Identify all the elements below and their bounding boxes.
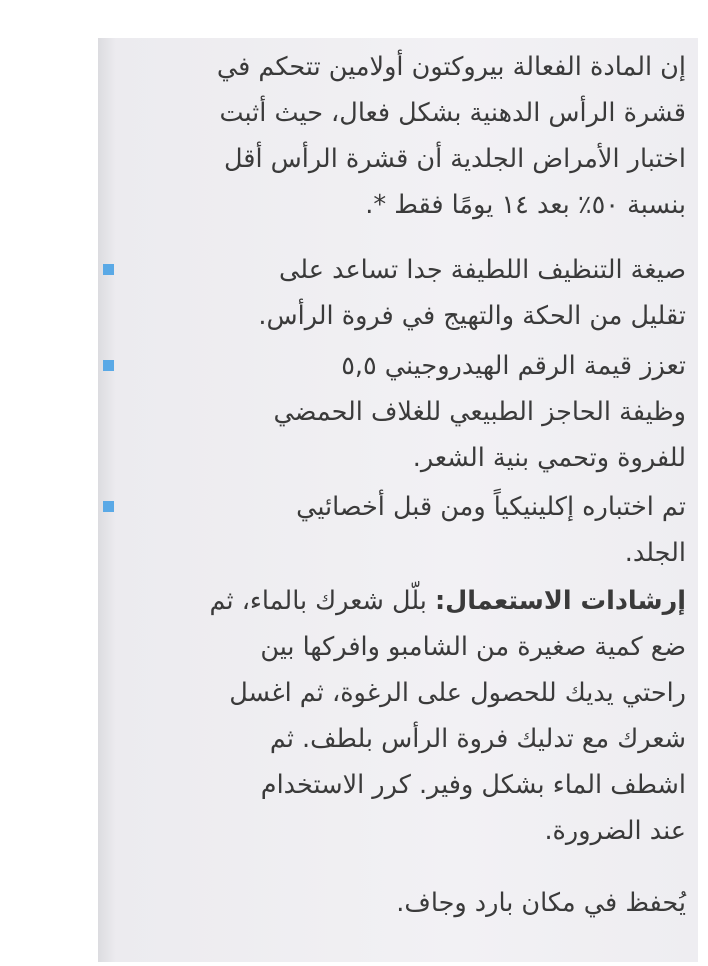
directions-line: شعرك مع تدليك فروة الرأس بلطف. ثم (269, 724, 686, 754)
directions-paragraph (101, 578, 686, 854)
bullet-line: للفروة وتحمي بنية الشعر. (412, 443, 686, 473)
directions-line: اشطف الماء بشكل وفير. كرر الاستخدام (260, 770, 686, 800)
bullet-line: تم اختباره إكلينيكياً ومن قبل أخصائيي (296, 492, 686, 522)
bullet-item (101, 343, 686, 481)
bullet-item (101, 484, 686, 576)
intro-line: بنسبة ٥٠٪ بعد ١٤ يومًا فقط *. (365, 190, 686, 220)
intro-line: إن المادة الفعالة بيروكتون أولامين تتحكم في (216, 52, 686, 82)
intro-line: اختبار الأمراض الجلدية أن قشرة الرأس أقل (223, 144, 686, 174)
storage-text: يُحفظ في مكان بارد وجاف. (396, 888, 686, 918)
bullet-line: الجلد. (624, 538, 686, 568)
bullet-item (101, 247, 686, 339)
bullet-text (141, 247, 686, 339)
bullet-text (141, 484, 686, 576)
intro-line: قشرة الرأس الدهنية بشكل فعال، حيث أثبت (219, 98, 686, 128)
directions-first-line-text: بلّل شعرك بالماء، ثم (209, 586, 435, 616)
bullet-square-icon (103, 360, 114, 371)
directions-first-line (101, 578, 686, 624)
bullet-line: تقليل من الحكة والتهيج في فروة الرأس. (258, 301, 686, 331)
directions-heading: إرشادات الاستعمال: (434, 586, 686, 616)
bullet-line: وظيفة الحاجز الطبيعي للغلاف الحمضي (273, 397, 686, 427)
directions-line: راحتي يديك للحصول على الرغوة، ثم اغسل (229, 678, 686, 708)
bullet-square-icon (103, 264, 114, 275)
directions-line: عند الضرورة. (544, 816, 686, 846)
directions-line: ضع كمية صغيرة من الشامبو وافركها بين (260, 632, 686, 662)
bullet-text (141, 343, 686, 481)
bullet-square-icon (103, 501, 114, 512)
bullet-line: تعزز قيمة الرقم الهيدروجيني ٥,٥ (341, 351, 686, 381)
bullet-line: صيغة التنظيف اللطيفة جدا تساعد على (279, 255, 686, 285)
storage-paragraph (101, 880, 686, 926)
intro-paragraph (101, 44, 686, 228)
